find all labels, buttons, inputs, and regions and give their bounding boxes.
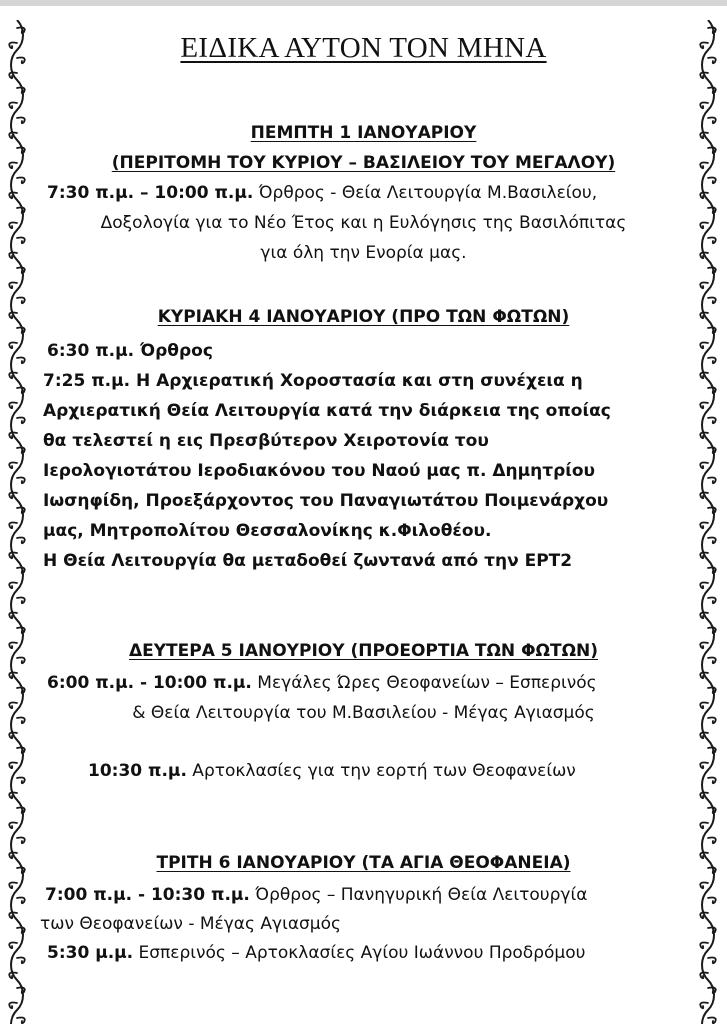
vine-curl: [9, 763, 17, 769]
vine-curl: [708, 298, 716, 304]
section2-line2: 7:25 π.μ. Η Αρχιερατική Χοροστασία και στη συνέχεια η: [43, 371, 583, 391]
vine-curl: [708, 538, 716, 544]
section1-text3: για όλη την Ενορία μας.: [260, 243, 467, 263]
vine-curl: [708, 1018, 716, 1024]
vine-curl: [17, 418, 25, 424]
section1-heading: ΠΕΜΠΤΗ 1 ΙΑΝΟΥΑΡΙΟΥ: [250, 123, 477, 143]
section1-line1: [47, 182, 597, 204]
section2-line3: Αρχιερατική Θεία Λειτουργία κατά την διάρκεια της οποίας: [43, 401, 611, 421]
vine-curl: [9, 103, 17, 109]
vine-curl: [700, 823, 708, 829]
vine-curl: [708, 478, 716, 484]
vine-curl: [700, 883, 708, 889]
section4-heading: ΤΡΙΤΗ 6 ΙΑΝΟΥΑΡΙΟΥ (ΤΑ ΑΓΙΑ ΘΕΟΦΑΝΕΙΑ): [156, 853, 571, 873]
vine-curl: [700, 463, 708, 469]
vine-curl: [17, 538, 25, 544]
vine-curl: [9, 583, 17, 589]
page-title: ΕΙΔΙΚΑ ΑΥΤΟΝ ΤΟΝ ΜΗΝΑ: [180, 32, 547, 64]
section3-line3: [88, 760, 576, 782]
vine-curl: [17, 838, 25, 844]
vine-curl: [17, 298, 25, 304]
vine-curl: [17, 358, 25, 364]
section3-text1: Μεγάλες Ώρες Θεοφανείων – Εσπερινός: [251, 673, 597, 693]
section2-heading: ΚΥΡΙΑΚΗ 4 ΙΑΝΟΥΑΡΙΟΥ (ΠΡΟ ΤΩΝ ΦΩΤΩΝ): [157, 307, 570, 327]
section1-text1: Όρθρος - Θεία Λειτουργία Μ.Βασιλείου,: [253, 183, 598, 203]
vine-curl: [9, 943, 17, 949]
section2-line5: Ιερολογιοτάτου Ιεροδιακόνου του Ναού μας π. Δημητρίου: [43, 461, 596, 481]
section4-time2: 5:30 μ.μ.: [47, 943, 134, 963]
vine-curl: [708, 898, 716, 904]
section3-time1: 6:00 π.μ. - 10:00 π.μ.: [47, 673, 252, 693]
vine-curl: [17, 178, 25, 184]
vine-curl: [9, 343, 17, 349]
vine-curl: [708, 958, 716, 964]
vine-curl: [700, 763, 708, 769]
vine-curl: [700, 943, 708, 949]
vine-curl: [9, 463, 17, 469]
vine-curl: [708, 598, 716, 604]
vine-curl: [700, 403, 708, 409]
vine-curl: [17, 778, 25, 784]
vine-curl: [9, 883, 17, 889]
section2-line6: Ιωσηφίδη, Προεξάρχοντος του Παναγιωτάτου Ποιμενάρχου: [43, 491, 609, 511]
vine-curl: [17, 598, 25, 604]
section2-line4: θα τελεστεί η εις Πρεσβύτερον Χειροτονία του: [43, 431, 489, 451]
vine-curl: [9, 283, 17, 289]
vine-curl: [17, 898, 25, 904]
section3-time2: 10:30 π.μ.: [88, 761, 187, 781]
section3-text2: & Θεία Λειτουργία του Μ.Βασιλείου - Μέγας Αγιασμός: [132, 703, 595, 723]
vine-curl: [700, 103, 708, 109]
vine-curl: [708, 778, 716, 784]
section4-line1: [45, 884, 587, 906]
section2-line8: Η Θεία Λειτουργία θα μεταδοθεί ζωντανά από την ΕΡΤ2: [43, 551, 573, 571]
vine-curl: [9, 523, 17, 529]
section4-text1: Όρθρος – Πανηγυρική Θεία Λειτουργία: [249, 885, 588, 905]
vine-curl: [9, 1003, 17, 1009]
vine-curl: [9, 823, 17, 829]
section4-text3: Εσπερινός – Αρτοκλασίες Αγίου Ιωάννου Προδρόμου: [133, 943, 586, 963]
section3-heading: ΔΕΥΤΕΡΑ 5 ΙΑΝΟΥΡΙΟΥ (ΠΡΟΕΟΡΤΙΑ ΤΩΝ ΦΩΤΩΝ): [128, 641, 599, 661]
vine-curl: [708, 838, 716, 844]
top-edge-strip: [0, 0, 727, 6]
section1-time1: 7:30 π.μ. – 10:00 π.μ.: [47, 183, 254, 203]
section3-text3: Αρτοκλασίες για την εορτή των Θεοφανείων: [186, 761, 576, 781]
vine-curl: [17, 958, 25, 964]
vine-curl: [708, 178, 716, 184]
vine-curl: [17, 478, 25, 484]
vine-curl: [700, 583, 708, 589]
vine-curl: [700, 523, 708, 529]
section1-subheading: (ΠΕΡΙΤΟΜΗ ΤΟΥ ΚΥΡΙΟΥ – ΒΑΣΙΛΕΙΟΥ ΤΟΥ ΜΕΓΑΛΟΥ): [111, 153, 616, 173]
vine-curl: [708, 418, 716, 424]
section4-time1: 7:00 π.μ. - 10:30 π.μ.: [45, 885, 250, 905]
vine-curl: [700, 1003, 708, 1009]
section4-line3: [47, 942, 585, 964]
section1-text2: Δοξολογία για το Νέο Έτος και η Ευλόγησις της Βασιλόπιτας: [100, 213, 627, 233]
vine-curl: [700, 343, 708, 349]
vine-curl: [17, 1018, 25, 1024]
section2-line1: 6:30 π.μ. Όρθρος: [47, 341, 213, 361]
vine-curl: [700, 283, 708, 289]
section2-line7: μας, Μητροπολίτου Θεσσαλονίκης κ.Φιλοθέου.: [43, 521, 492, 541]
section4-text2: των Θεοφανείων - Μέγας Αγιασμός: [40, 914, 341, 934]
vine-curl: [9, 403, 17, 409]
vine-curl: [708, 358, 716, 364]
section3-line1: [47, 672, 597, 694]
